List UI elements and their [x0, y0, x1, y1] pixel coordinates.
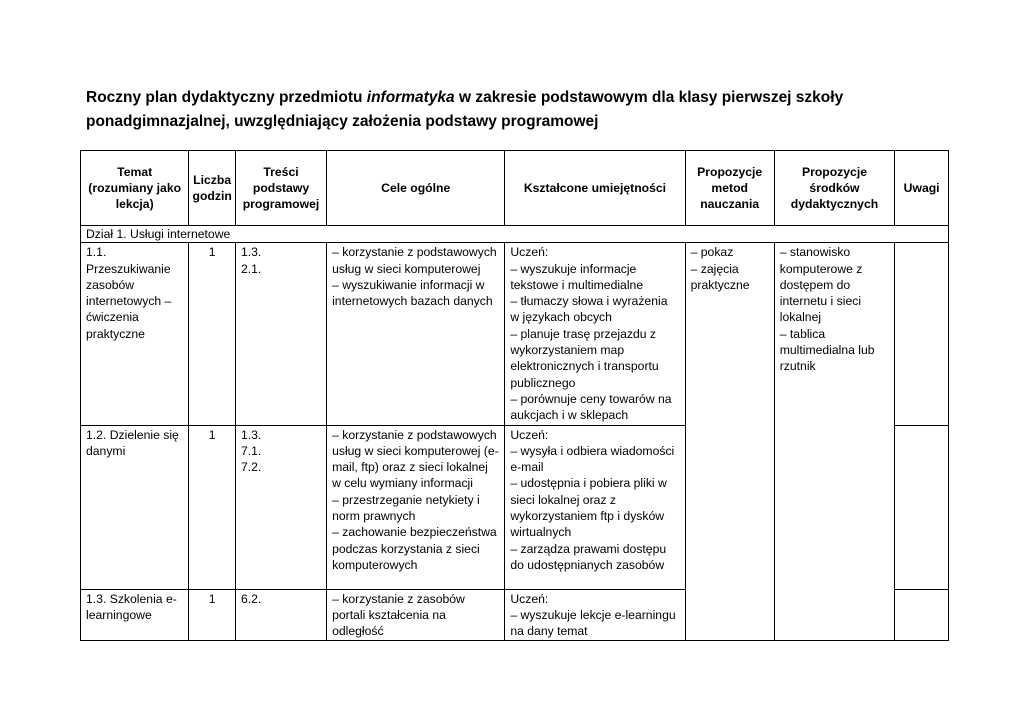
goals-cell [327, 425, 505, 589]
method-item: – pokaz [690, 245, 734, 260]
notes-cell [895, 589, 949, 641]
topic-cell: 1.2. Dzielenie się danymi [81, 425, 189, 589]
content-item: 1.3. [240, 427, 262, 442]
content-cell [235, 425, 326, 589]
means-cell [774, 243, 895, 641]
skill-item: – porównuje ceny towarów na aukcjach i w sklepach [510, 391, 672, 423]
header-goals: Cele ogólne [327, 151, 505, 226]
goals-cell [327, 243, 505, 425]
goal-item: – wyszukiwanie informacji w internetowych bazach danych [332, 277, 493, 309]
means-item: – tablica multimedialna lub rzutnik [779, 326, 875, 374]
header-hours: Liczba godzin [189, 151, 236, 226]
header-content: Treści podstawy programowej [235, 151, 326, 226]
curriculum-plan-table [80, 150, 949, 641]
skill-item: – wyszukuje informacje tekstowe i multimedialne [510, 261, 644, 292]
content-cell [235, 243, 326, 425]
skills-cell [505, 589, 685, 641]
document-title [86, 86, 946, 134]
skill-item: Uczeń: [510, 245, 549, 260]
goal-item: – przestrzeganie netykiety i norm prawnych [332, 492, 480, 524]
goal-item: – korzystanie z podstawowych usług w sieci komputerowej [332, 245, 497, 276]
header-methods: Propozycje metod nauczania [685, 151, 774, 226]
method-item: – zajęcia praktyczne [690, 261, 750, 292]
goals-cell [327, 589, 505, 641]
table-row [81, 243, 949, 425]
means-item: – stanowisko komputerowe z dostępem do internetu i sieci lokalnej [779, 245, 863, 325]
header-skills: Kształcone umiejętności [505, 151, 685, 226]
header-topic: Temat (rozumiany jako lekcja) [81, 151, 189, 226]
skill-item: – planuje trasę przejazdu z wykorzystaniem map elektronicznych i transportu publicznego [510, 326, 659, 390]
hours-cell: 1 [189, 425, 236, 589]
topic-cell: 1.3. Szkolenia e-learningowe [81, 589, 189, 641]
title-part2: w zakresie podstawowym dla klasy pierwszej szkoły ponadgimnazjalnej, uwzględniający założenia podstawy programowej [86, 89, 844, 130]
skill-item: Uczeń: [510, 427, 549, 442]
section-row [81, 226, 949, 243]
notes-cell [895, 425, 949, 589]
goal-item: – korzystanie z podstawowych usług w sieci komputerowej (e-mail, ftp) oraz z sieci lokalnej w celu wymiany informacji [332, 427, 499, 491]
skill-item: – wyszukuje lekcje e-learningu na dany temat [510, 607, 676, 639]
topic-cell: 1.1. Przeszukiwanie zasobów internetowych – ćwiczenia praktyczne [81, 243, 189, 425]
header-notes: Uwagi [895, 151, 949, 226]
skill-item: – zarządza prawami dostępu do udostępnianych zasobów [510, 541, 667, 572]
content-item: 6.2. [240, 591, 262, 606]
table-header-row [81, 151, 949, 226]
content-item: 7.1. [240, 443, 262, 458]
methods-cell [685, 243, 774, 641]
skills-cell [505, 425, 685, 589]
content-item: 1.3. [240, 245, 262, 260]
title-part1: Roczny plan dydaktyczny przedmiotu [86, 89, 367, 106]
skill-item: Uczeń: [510, 591, 549, 606]
skill-item: – udostępnia i pobiera pliki w sieci lokalnej oraz z wykorzystaniem ftp i dysków wirtualnych [510, 476, 667, 540]
skill-item: – tłumaczy słowa i wyrażenia w językach obcych [510, 294, 668, 325]
header-means: Propozycje środków dydaktycznych [774, 151, 895, 226]
goal-item: – zachowanie bezpieczeństwa podczas korzystania z sieci komputerowych [332, 525, 497, 572]
title-subject: informatyka [366, 89, 455, 106]
skill-item: – wysyła i odbiera wiadomości e-mail [510, 443, 675, 475]
content-item: 2.1. [240, 261, 262, 276]
hours-cell: 1 [189, 243, 236, 425]
skills-cell [505, 243, 685, 425]
goal-item: – korzystanie z zasobów portali kształcenia na odległość [332, 591, 465, 639]
section-title: Dział 1. Usługi internetowe [81, 226, 949, 243]
content-item: 7.2. [240, 460, 262, 475]
hours-cell: 1 [189, 589, 236, 641]
notes-cell [895, 243, 949, 425]
content-cell [235, 589, 326, 641]
